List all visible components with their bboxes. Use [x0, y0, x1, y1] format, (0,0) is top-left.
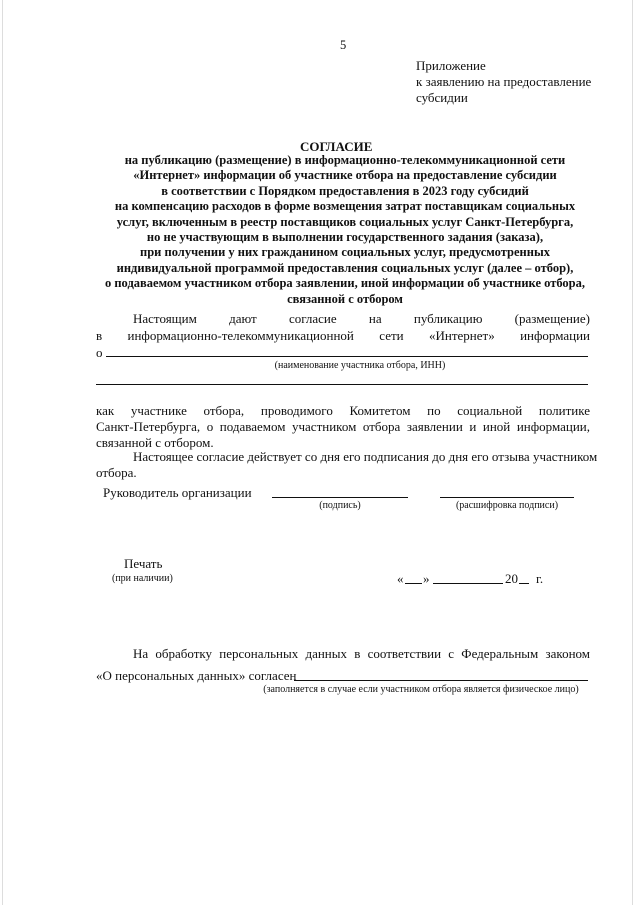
head-of-organization-label: Руководитель организации	[103, 485, 252, 500]
subtitle-line: но не участвующим в выполнении государственного задания (заказа),	[146, 230, 544, 245]
date-close-quote: »	[423, 571, 430, 586]
personal-data-caption: (заполняется в случае если участником отбора является физическое лицо)	[263, 684, 579, 695]
subtitle-line: при получении у них гражданином социальных услуг, предусмотренных	[140, 245, 550, 260]
date-day-field[interactable]	[405, 583, 422, 584]
date-year-field[interactable]	[519, 583, 529, 584]
stamp-label: Печать	[124, 556, 163, 571]
personal-data-line-1: На обработку персональных данных в соответствии с Федеральным законом	[133, 646, 590, 661]
appendix-line-2: к заявлению на предоставление	[416, 74, 592, 89]
personal-data-consent-field[interactable]	[294, 680, 588, 681]
date-year-suffix: г.	[536, 571, 544, 586]
subtitle-line: «Интернет» информации об участнике отбора на предоставление субсидии	[133, 168, 557, 183]
document-subtitle	[90, 153, 600, 307]
signature-field[interactable]	[272, 497, 408, 498]
document-title: СОГЛАСИЕ	[300, 139, 373, 154]
date-year-prefix: 20	[505, 571, 518, 586]
consent-paragraph-line-1: как участнике отбора, проводимого Комитетом по социальной политике	[96, 403, 590, 418]
participant-name-field-continued[interactable]	[96, 384, 588, 385]
consent-line-3-prefix: о	[96, 345, 103, 360]
appendix-line-3: субсидии	[416, 90, 468, 105]
personal-data-line-2: «О персональных данных» согласен	[96, 668, 297, 683]
subtitle-line: в соответствии с Порядком предоставления в 2023 году субсидий	[161, 183, 529, 198]
signature-caption: (подпись)	[319, 500, 361, 511]
page-number: 5	[340, 38, 347, 52]
scan-left-edge	[2, 0, 3, 905]
consent-paragraph-line-2: Санкт-Петербурга, о подаваемом участником отбора заявлении и иной информации,	[96, 419, 590, 434]
date-month-field[interactable]	[433, 583, 503, 584]
subtitle-line: о подаваемом участником отбора заявлении, иной информации об участнике отбора,	[104, 276, 586, 291]
scan-right-edge	[632, 0, 633, 905]
participant-name-field[interactable]	[106, 356, 588, 357]
signature-decoding-caption: (расшифровка подписи)	[455, 500, 559, 511]
subtitle-line: на публикацию (размещение) в информационно-телекоммуникационной сети	[124, 153, 566, 167]
subtitle-line: на компенсацию расходов в форме возмещения затрат поставщикам социальных	[114, 199, 576, 214]
signature-decoding-field[interactable]	[440, 497, 574, 498]
subtitle-line: услуг, включенным в реестр поставщиков социальных услуг Санкт-Петербурга,	[116, 214, 574, 229]
validity-line-1: Настоящее согласие действует со дня его подписания до дня его отзыва участником	[133, 449, 598, 464]
consent-line-2: в информационно-телекоммуникационной сети «Интернет» информации	[96, 328, 590, 343]
appendix-line-1: Приложение	[416, 58, 486, 73]
validity-line-2: отбора.	[96, 465, 137, 480]
subtitle-line: индивидуальной программой предоставления социальных услуг (далее – отбор),	[116, 260, 574, 275]
stamp-note: (при наличии)	[112, 573, 173, 584]
consent-paragraph-line-3: связанной с отбором.	[96, 435, 214, 450]
subtitle-line: связанной с отбором	[287, 291, 403, 306]
participant-name-caption: (наименование участника отбора, ИНН)	[274, 360, 446, 371]
date-open-quote: «	[397, 571, 404, 586]
consent-line-1: Настоящим дают согласие на публикацию (размещение)	[133, 311, 590, 326]
